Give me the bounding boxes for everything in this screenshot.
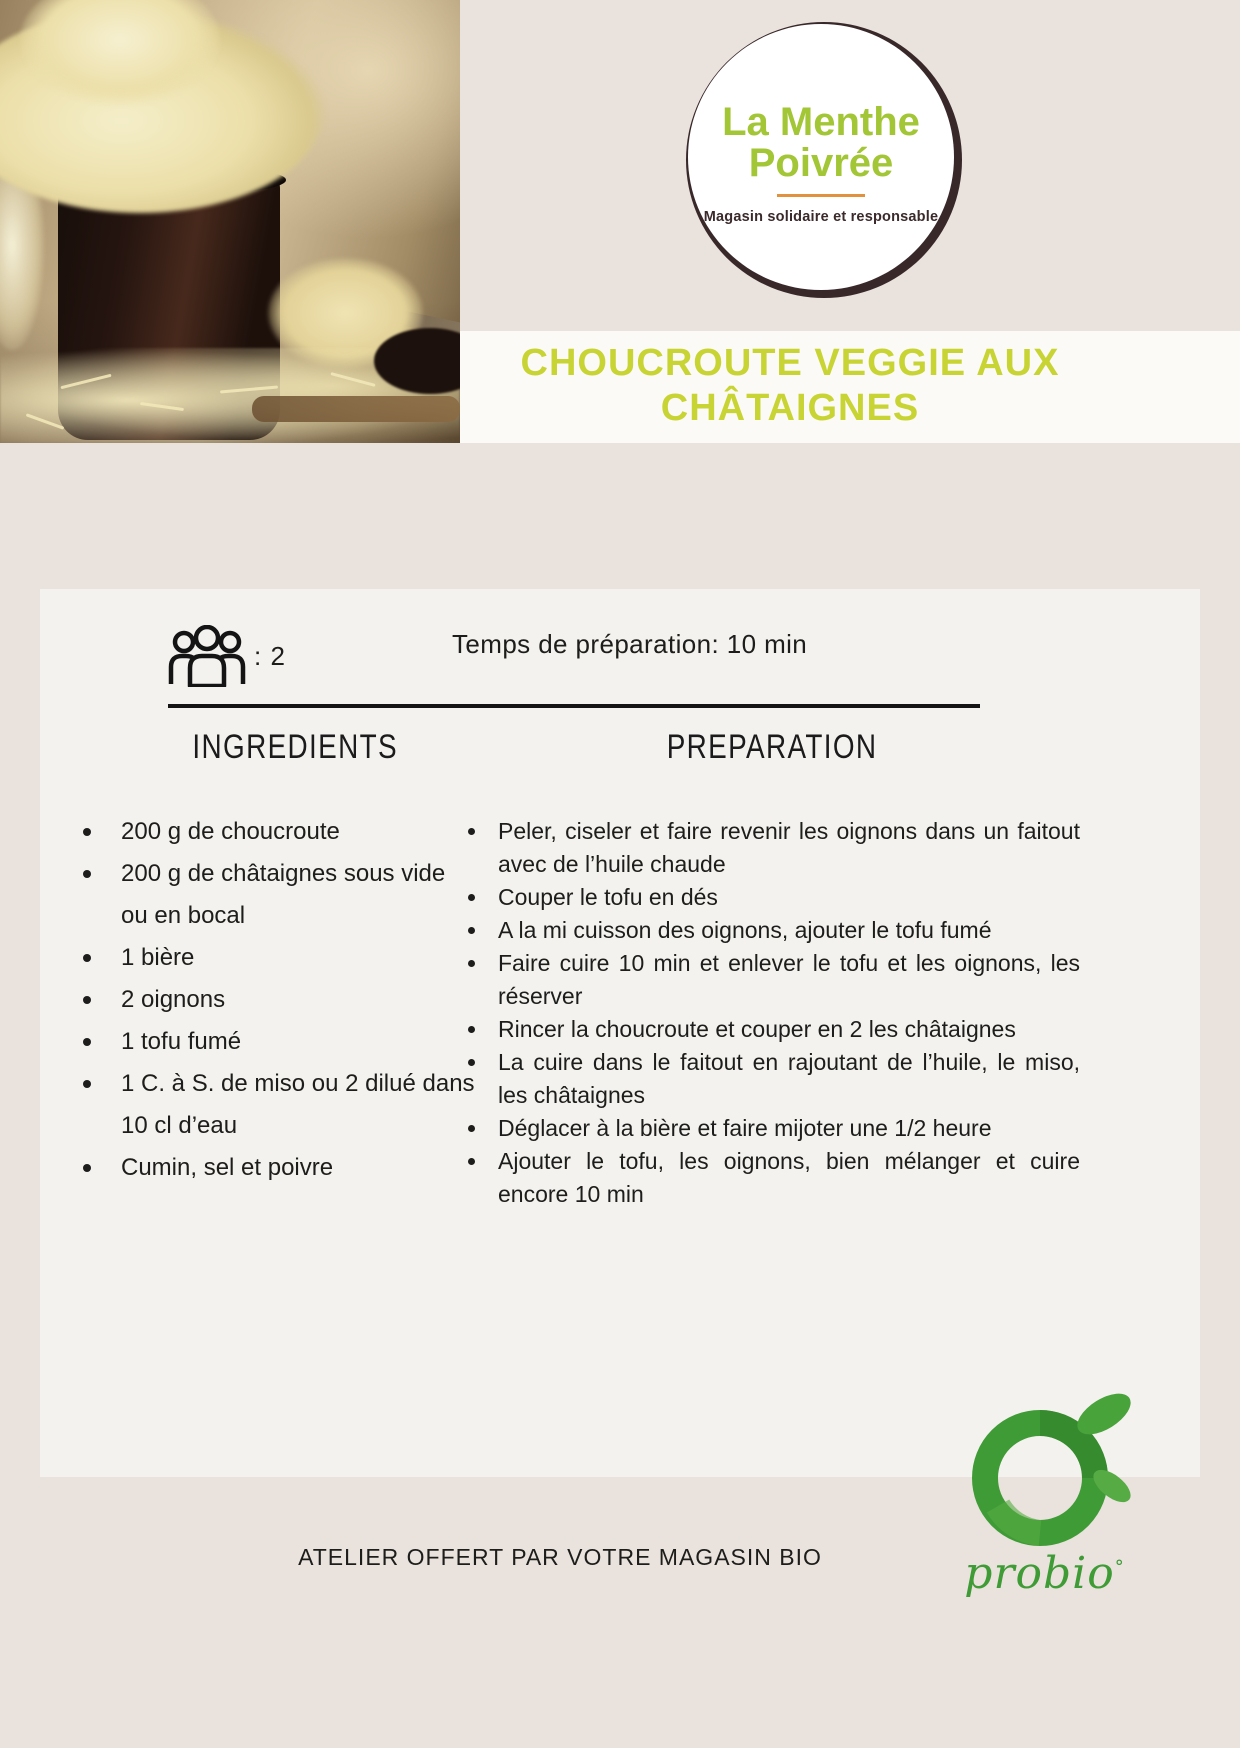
logo-name-line1: La Menthe: [722, 100, 920, 144]
probio-wordmark: probio°: [964, 1548, 1125, 1599]
preparation-step: Rincer la choucroute et couper en 2 les châtaignes: [468, 1013, 1080, 1046]
divider-line: [168, 704, 980, 708]
recipe-photo: [0, 0, 460, 443]
preparation-step: A la mi cuisson des oignons, ajouter le tofu fumé: [468, 914, 1080, 947]
ingredient-item: Cumin, sel et poivre: [83, 1147, 478, 1189]
logo-tagline: Magasin solidaire et responsable: [703, 209, 939, 225]
preparation-step: Faire cuire 10 min et enlever le tofu et les oignons, les réserver: [468, 947, 1080, 1013]
preparation-step: Ajouter le tofu, les oignons, bien mélanger et cuire encore 10 min: [468, 1145, 1080, 1211]
preparation-list: [468, 815, 1080, 1211]
probio-logo: [952, 1386, 1152, 1626]
servings-count: : 2: [254, 641, 286, 671]
preparation-heading: PREPARATION: [667, 726, 878, 767]
prep-time-label: Temps de préparation: 10 min: [452, 629, 808, 659]
probio-leaf-icon: [952, 1386, 1152, 1556]
preparation-step: Couper le tofu en dés: [468, 881, 1080, 914]
ingredients-heading: INGREDIENTS: [192, 726, 398, 767]
recipe-title-line2: CHÂTAIGNES: [660, 387, 920, 429]
ingredient-item: 200 g de choucroute: [83, 811, 478, 853]
probio-mark: °: [1114, 1556, 1125, 1578]
store-logo: [688, 24, 954, 290]
photo-wooden-board: [252, 396, 460, 422]
ingredient-item: 1 tofu fumé: [83, 1021, 478, 1063]
ingredient-item: 1 bière: [83, 937, 478, 979]
recipe-card: [40, 589, 1200, 1477]
preparation-step: Peler, ciseler et faire revenir les oignons dans un faitout avec de l’huile chaude: [468, 815, 1080, 881]
recipe-title: [460, 341, 1120, 431]
logo-underline: [777, 194, 865, 197]
recipe-title-line1: CHOUCROUTE VEGGIE AUX: [520, 342, 1060, 384]
ingredient-item: 200 g de châtaignes sous vide ou en bocal: [83, 853, 478, 937]
preparation-step: La cuire dans le faitout en rajoutant de l’huile, le miso, les châtaignes: [468, 1046, 1080, 1112]
footer-text: ATELIER OFFERT PAR VOTRE MAGASIN BIO: [298, 1544, 822, 1570]
ingredient-item: 2 oignons: [83, 979, 478, 1021]
ingredients-list: [83, 811, 478, 1189]
preparation-step: Déglacer à la bière et faire mijoter une 1/2 heure: [468, 1112, 1080, 1145]
title-band: [460, 331, 1240, 443]
ingredient-item: 1 C. à S. de miso ou 2 dilué dans 10 cl d’eau: [83, 1063, 478, 1147]
servings-people-icon: [168, 625, 246, 687]
logo-name-line2: Poivrée: [748, 141, 894, 185]
